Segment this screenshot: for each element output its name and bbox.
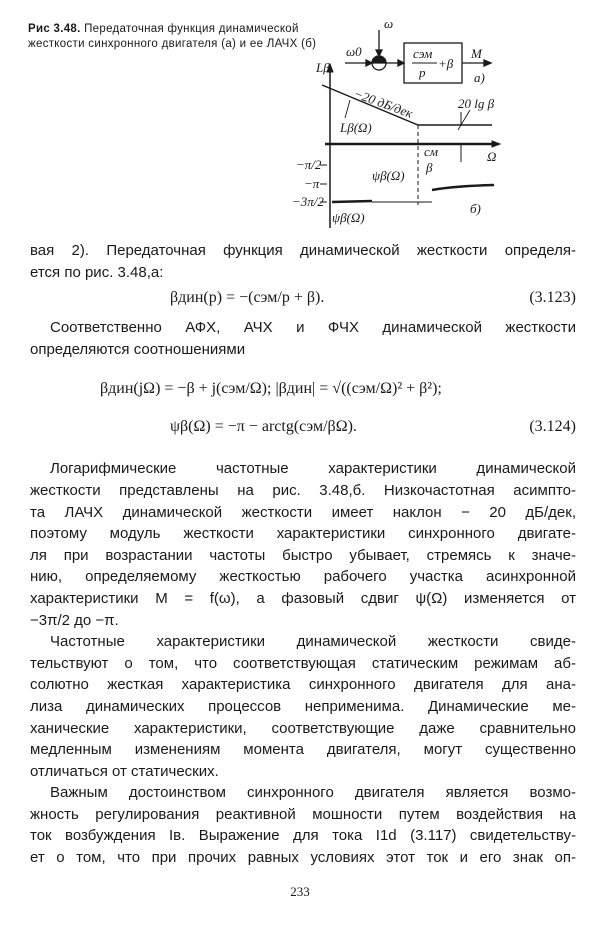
text-line: жность регулирования реактивной мошности путем воздействия на [30, 805, 576, 823]
summing-fill [372, 56, 386, 63]
slope-label: −20 дБ/дек [351, 85, 415, 121]
text-line: Соответственно АФХ, АЧХ и ФЧХ динамической жесткости [50, 319, 576, 337]
tick-label: −π/2 [296, 157, 322, 172]
label-a: а) [474, 70, 485, 85]
figure-3-48 [0, 0, 600, 240]
text-line: определяются соотношениями [30, 340, 246, 358]
tick-label: −π [304, 176, 320, 191]
text-line: Частотные характеристики динамической жесткости свиде- [50, 633, 576, 651]
text-line: ет о том, что при прочих равных условиях этот ток и его знак оп- [30, 849, 576, 867]
equation-3-124b [30, 412, 576, 450]
equation-number: (3.124) [529, 418, 576, 436]
arrowhead [366, 60, 372, 66]
phase-curve-low [332, 201, 372, 202]
level-label: 20 lg β [458, 96, 495, 111]
text-line: ется по рис. 3.48,а: [30, 263, 164, 281]
text-line: отличаться от статических. [30, 762, 219, 780]
tick-label: −3π/2 [292, 194, 324, 209]
paragraph [30, 782, 576, 868]
arrowhead [492, 141, 500, 147]
formula: βдин(jΩ) = −β + j(cэм/Ω); |βдин| = √((cэм/Ω)² + β²); [100, 380, 442, 398]
caption-label: Рис 3.48. [28, 23, 81, 35]
text-line: жесткости представлены на рис. 3.48,б. Низкочастотная асимпто- [30, 481, 576, 499]
text-line: ток возбуждения Iв. Выражение для тока I1d (3.117) свидетельству- [30, 827, 576, 845]
body-text [30, 240, 576, 869]
text-line: вая 2). Передаточная функция динамической жесткости определя- [30, 242, 576, 259]
text-line: поэтому модуль жесткости характеристики синхронного двигате- [30, 525, 576, 543]
leader-line [345, 100, 350, 118]
text-line: ханические характеристики, соответствующие даже сравнительно [30, 719, 576, 737]
text-line: медленным изменениям момента двигателя, могут существенно [30, 741, 576, 759]
arrowhead [484, 60, 491, 66]
paragraph [30, 458, 576, 631]
label-p: p [419, 65, 426, 80]
phase-curve-high [432, 185, 494, 190]
magnitude-label: Lβ(Ω) [340, 120, 372, 135]
label-omega0: ω0 [346, 44, 362, 59]
page-number: 233 [290, 884, 310, 899]
phase-label: ψβ(Ω) [372, 168, 405, 183]
paragraph [30, 631, 576, 782]
label-c-em: cэм [413, 46, 433, 61]
text-line: тельствуют о том, что соответствующая статическим режимам аб- [30, 654, 576, 672]
text-line: солютно жесткая характеристика синхронного двигателя для ана- [30, 676, 576, 694]
arrowhead [398, 60, 404, 66]
label-omega: ω [384, 16, 394, 31]
corner-num: cм [424, 144, 439, 159]
text-line: лиза динамических процессов неприменима. Динамические ме- [30, 697, 576, 715]
caption-text: Передаточная функция динамической жесткости синхронного двигателя (а) и ее ЛАЧХ (б) [28, 23, 317, 50]
equation-number: (3.123) [529, 289, 576, 307]
arrowhead [376, 50, 382, 56]
phase-label: ψβ(Ω) [332, 210, 365, 225]
text-line: Логарифмические частотные характеристики динамической [50, 460, 576, 478]
text-line: Важным достоинством синхронного двигателя является возмо- [50, 784, 576, 802]
y-axis-label: Lβ [316, 60, 330, 75]
label-plus-beta: +β [438, 56, 454, 71]
x-axis-label: Ω [487, 149, 497, 164]
text-line: −3π/2 до −π. [30, 611, 119, 629]
label-M: M [471, 46, 482, 61]
text-line: ля при возрастании частоты быстро убывает, стремясь к значе- [30, 546, 576, 564]
formula: ψβ(Ω) = −π − arctg(cэм/βΩ). [170, 418, 357, 436]
text-line: характеристики M = f(ω), а фазовый сдвиг ψ(Ω) изменяется от [30, 589, 576, 607]
formula: βдин(p) = −(cэм/p + β). [170, 289, 325, 307]
equation-3-123 [30, 283, 576, 313]
corner-den: β [426, 160, 433, 175]
plot-label-b: б) [470, 201, 481, 216]
equation-3-124a [30, 374, 576, 412]
text-line: та ЛАЧХ динамической жесткости имеет наклон − 20 дБ/дек, [30, 503, 576, 521]
leader-line [458, 110, 470, 130]
text-line: нию, определяемому жесткостью рабочего участка асинхронной [30, 568, 576, 586]
